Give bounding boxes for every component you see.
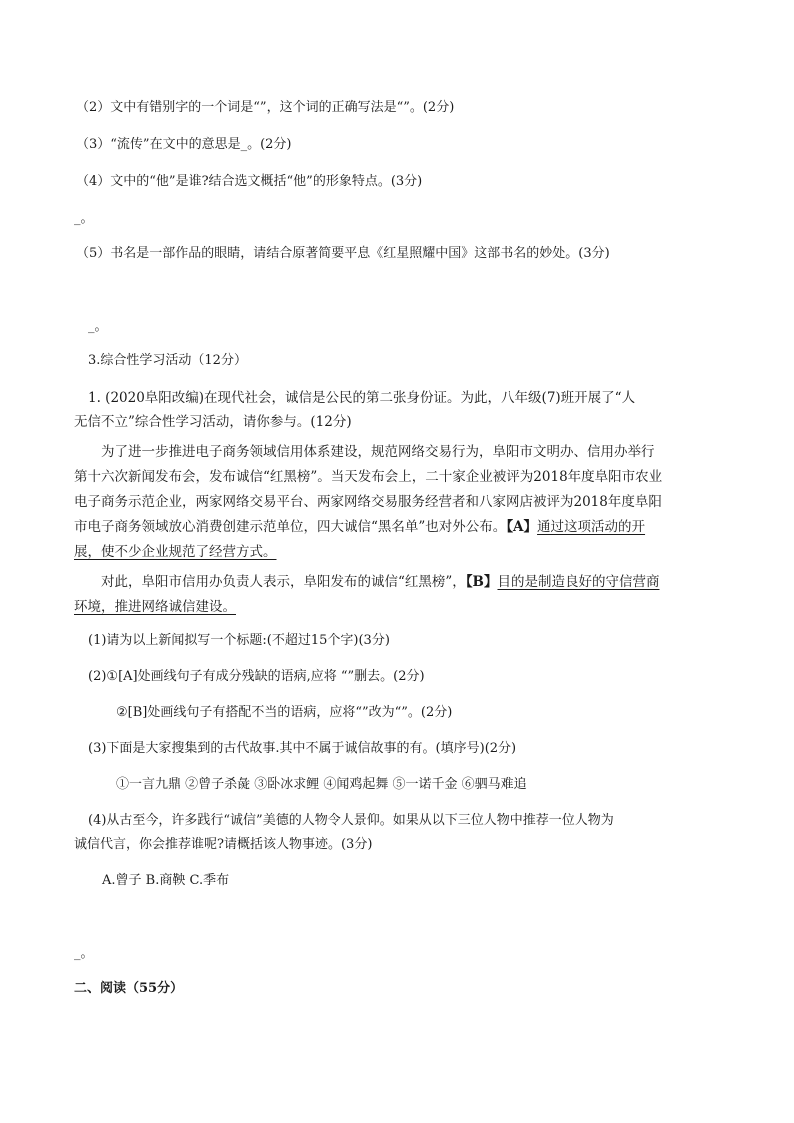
news-paragraph-1 [74, 440, 664, 565]
section-3-heading: 3.综合性学习活动（12分） [88, 353, 247, 368]
underlined-sentence-a: 通过这项活动的开展，使不少企业规范了经营方式。 [74, 519, 646, 560]
sub-question-3-options: ①一言九鼎 ②曾子杀彘 ③卧冰求鲤 ④闻鸡起舞 ⑤一诺千金 ⑥驷马难追 [116, 777, 527, 792]
answer-blank-1: _。 [74, 211, 94, 226]
sub-question-4-line-2: 诚信代言，你会推荐谁呢?请概括该人物事迹。(3分) [74, 837, 373, 852]
question-2: （2）文中有错别字的一个词是“”，这个词的正确写法是“”。(2分) [76, 100, 455, 115]
question-3: （3）“流传”在文中的意思是_。(2分) [76, 137, 292, 152]
news-paragraph-2 [74, 570, 664, 620]
sub-question-1: (1)请为以上新闻拟写一个标题:(不超过15个字)(3分) [88, 633, 390, 648]
item-1-line-2: 无信不立”综合性学习活动，请你参与。(12分) [74, 414, 352, 430]
sub-question-4-options: A.曾子 B.商鞅 C.季布 [102, 873, 230, 888]
mark-b: 【B】 [465, 574, 498, 590]
question-5: （5）书名是一部作品的眼睛，请结合原著简要平息《红星照耀中国》这部书名的妙处。(3分) [76, 246, 610, 261]
sub-question-4-line-1: (4)从古至今，许多践行“诚信”美德的人物令人景仰。如果从以下三位人物中推荐一位人物为 [88, 813, 614, 828]
sub-question-3: (3)下面是大家搜集到的古代故事.其中不属于诚信故事的有。(填序号)(2分) [88, 741, 517, 756]
answer-blank-2: _。 [88, 319, 108, 334]
news-paragraph-1-text: 为了进一步推进电子商务领域信用体系建设，规范网络交易行为，阜阳市文明办、信用办举行第十六次新闻发布会，发布诚信“红黑榜”。当天发布会上，二十家企业被评为2018年度阜阳市农业电子商务示范企业，两家网络交易平台、两家网络交易服务经营者和八家网店被评为2018年度阜阳市电子商务领域放心消费创建示范单位，四大诚信“黑名单”也对外公布。 [74, 444, 663, 535]
mark-a: 【A】 [506, 519, 538, 535]
sub-question-2b: ②[B]处画线句子有搭配不当的语病，应将“”改为“”。(2分) [116, 705, 453, 720]
item-1-line-1: 1. (2020阜阳改编)在现代社会，诚信是公民的第二张身份证。为此，八年级(7)班开展了“人 [88, 390, 636, 406]
part-2-heading: 二、阅读（55分） [74, 981, 184, 996]
sub-question-2a: (2)①[A]处画线句子有成分残缺的语病,应将 “”删去。(2分) [88, 669, 425, 684]
underlined-sentence-b: 目的是制造良好的守信营商环境，推进网络诚信建设。 [74, 574, 660, 615]
news-paragraph-2-text: 对此，阜阳市信用办负责人表示，阜阳发布的诚信“红黑榜”， [101, 574, 466, 590]
answer-blank-3: _。 [74, 946, 94, 961]
question-4: （4）文中的“他”是谁?结合选文概括“他”的形象特点。(3分) [76, 174, 423, 189]
